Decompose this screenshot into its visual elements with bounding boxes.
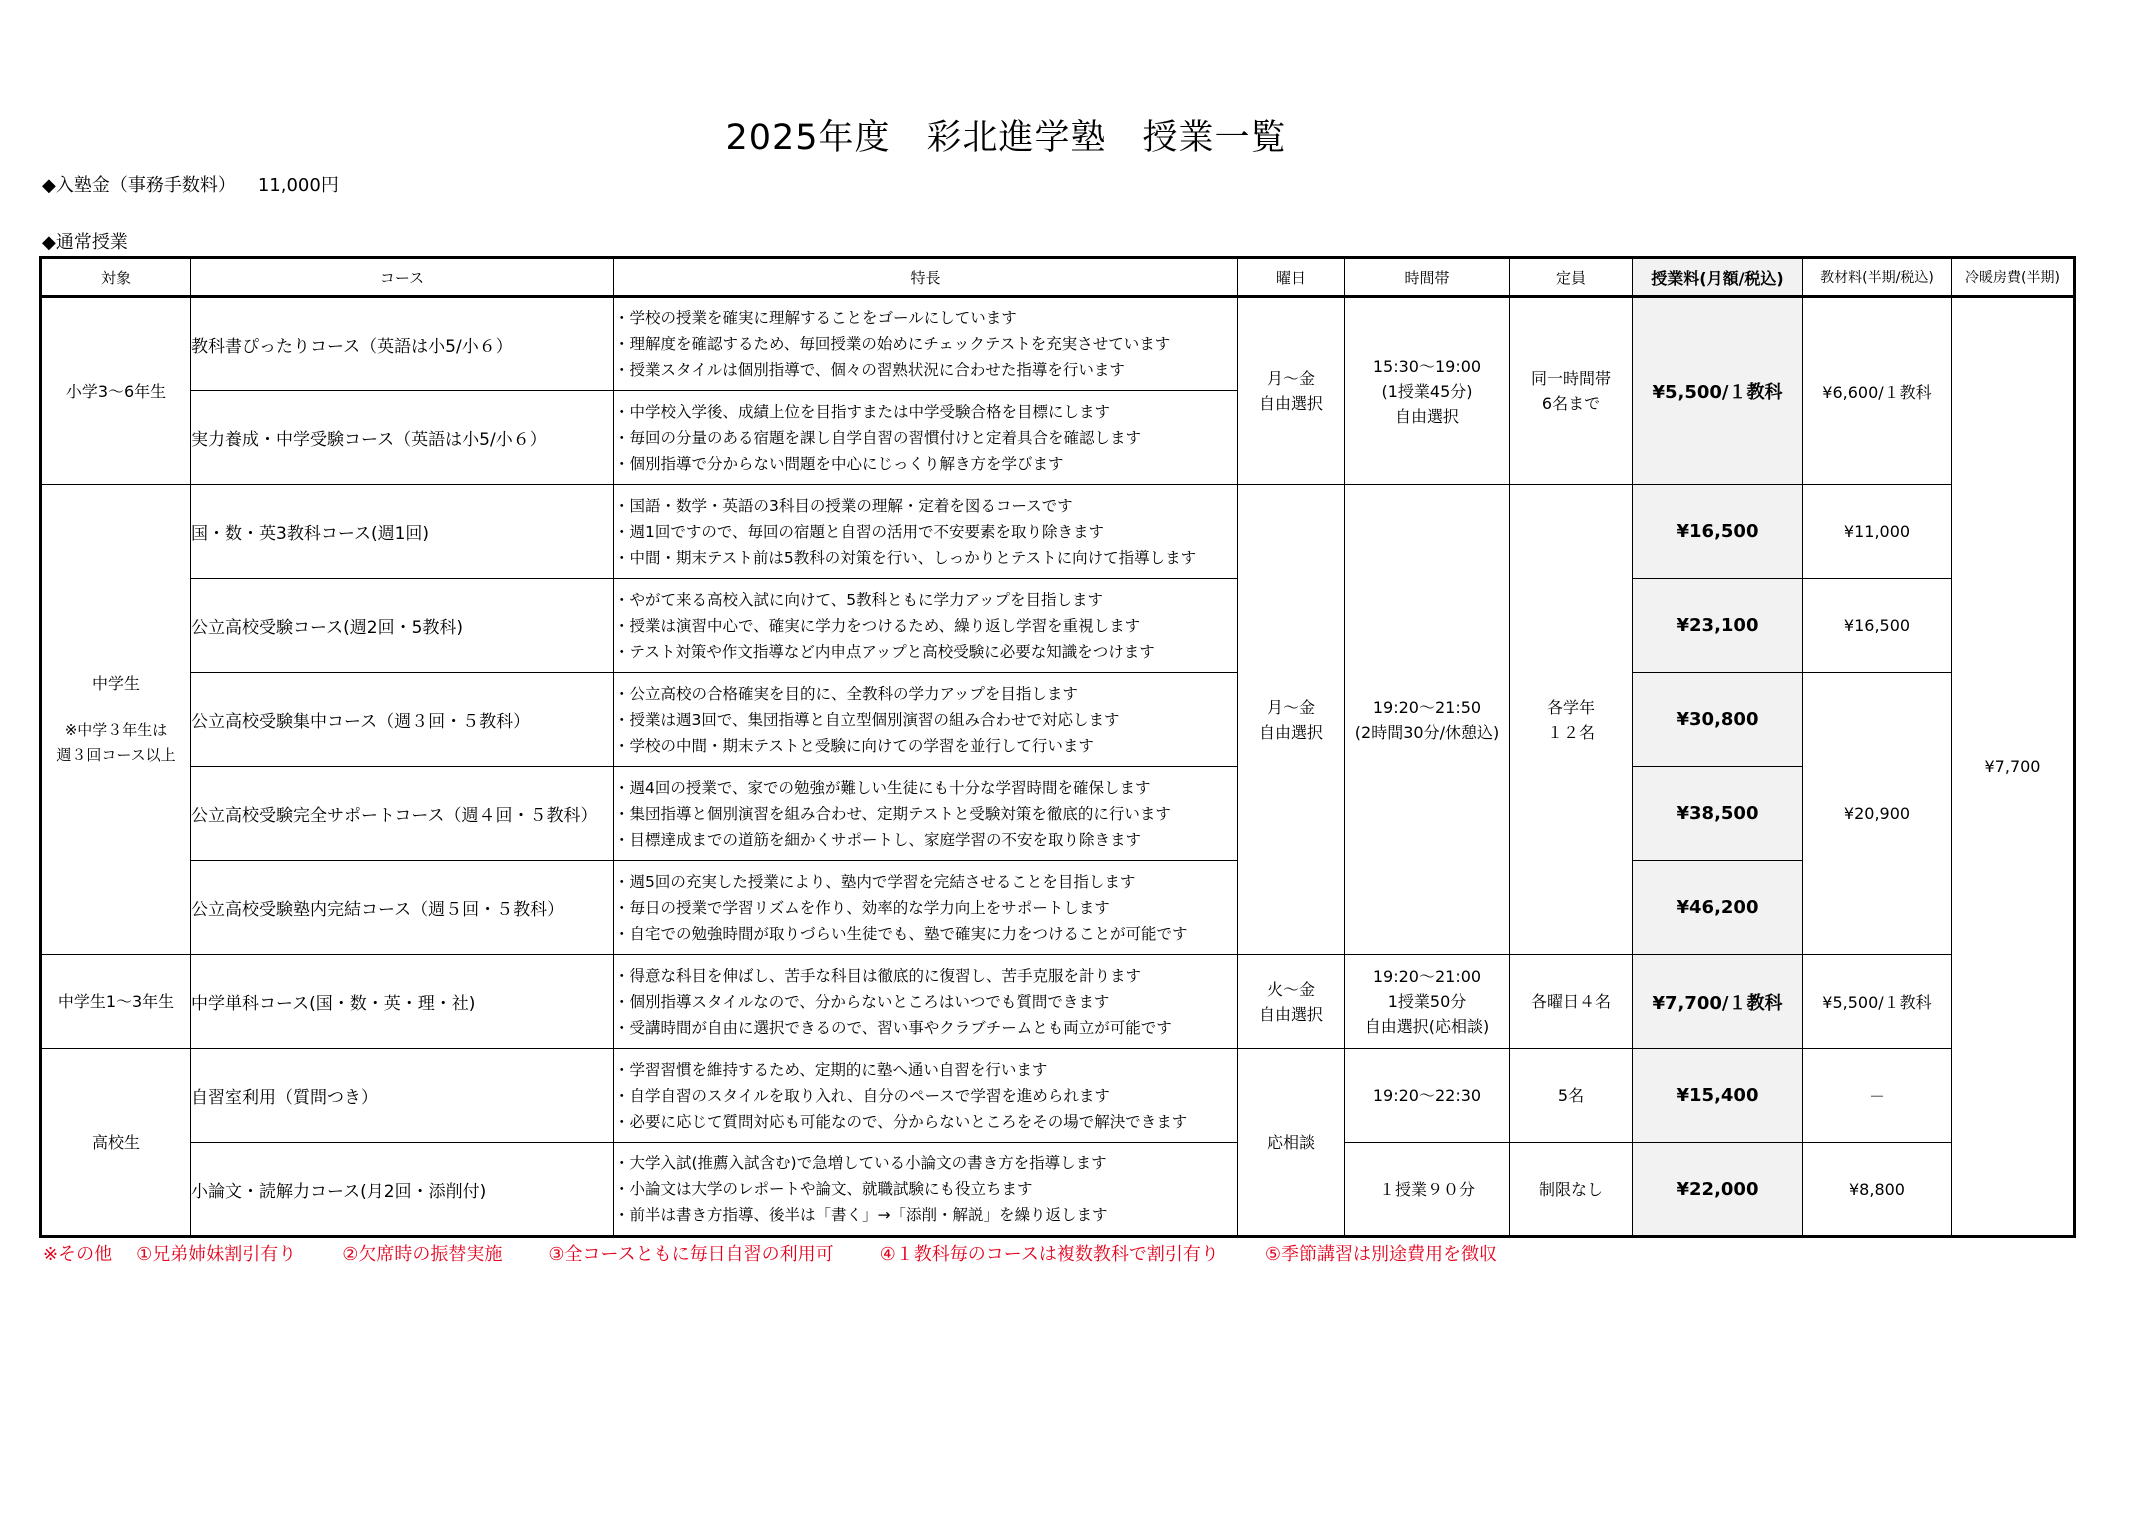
day-cell: 応相談 bbox=[1238, 1049, 1345, 1237]
feature-line: ・個別指導スタイルなので、分からないところはいつでも質問できます bbox=[614, 992, 1110, 1011]
day-cell bbox=[1238, 297, 1345, 485]
header-time: 時間帯 bbox=[1345, 258, 1510, 297]
day-line: 自由選択 bbox=[1258, 394, 1323, 413]
admission-fee-amount: 11,000円 bbox=[257, 175, 339, 196]
course-features bbox=[614, 1049, 1238, 1143]
tuition-cell: ¥5,500/１教科 bbox=[1633, 297, 1803, 485]
target-cell: 高校生 bbox=[41, 1049, 191, 1237]
day-line: 火～金 bbox=[1266, 979, 1315, 999]
feature-line: ・学校の授業を確実に理解することをゴールにしています bbox=[614, 309, 1017, 327]
table-row bbox=[41, 673, 2075, 767]
time-line: 自由選択 bbox=[1394, 406, 1459, 426]
capacity-cell bbox=[1510, 297, 1633, 485]
feature-line: ・個別指導で分からない問題を中心にじっくり解き方を学びます bbox=[614, 454, 1064, 473]
material-cell: ¥20,900 bbox=[1803, 673, 1952, 955]
feature-line: ・授業は演習中心で、確実に学力をつけるため、繰り返し学習を重視します bbox=[614, 616, 1141, 635]
course-features bbox=[614, 579, 1238, 673]
header-capacity: 定員 bbox=[1510, 258, 1633, 297]
tuition-cell: ¥46,200 bbox=[1633, 861, 1803, 955]
feature-line: ・大学入試(推薦入試含む)で急増している小論文の書き方を指導します bbox=[614, 1154, 1107, 1172]
course-name: 公立高校受験コース(週2回・5教科) bbox=[191, 579, 614, 673]
capacity-line: 同一時間帯 bbox=[1530, 369, 1611, 388]
course-features bbox=[614, 767, 1238, 861]
other-note: ④１教科毎のコースは複数教科で割引有り bbox=[879, 1244, 1219, 1265]
feature-line: ・自宅での勉強時間が取りづらい生徒でも、塾で確実に力をつけることが可能です bbox=[614, 924, 1188, 943]
table-row bbox=[41, 579, 2075, 673]
capacity-cell: 各曜日４名 bbox=[1510, 955, 1633, 1049]
course-name: 公立高校受験塾内完結コース（週５回・５教科） bbox=[191, 861, 614, 955]
feature-line: ・目標達成までの道筋を細かくサポートし、家庭学習の不安を取り除きます bbox=[614, 830, 1142, 849]
time-line: 1授業50分 bbox=[1387, 992, 1467, 1011]
other-note: ①兄弟姉妹割引有り bbox=[136, 1244, 297, 1265]
tuition-cell: ¥7,700/１教科 bbox=[1633, 955, 1803, 1049]
capacity-cell bbox=[1510, 485, 1633, 955]
tuition-cell: ¥38,500 bbox=[1633, 767, 1803, 861]
feature-line: ・受講時間が自由に選択できるので、習い事やクラブチームとも両立が可能です bbox=[614, 1018, 1172, 1037]
target-note: 週３回コース以上 bbox=[56, 746, 176, 764]
day-line: 月～金 bbox=[1266, 369, 1315, 388]
tuition-cell: ¥23,100 bbox=[1633, 579, 1803, 673]
target-label: 中学生 bbox=[91, 674, 140, 693]
table-row bbox=[41, 485, 2075, 579]
header-tuition: 授業料(月額/税込) bbox=[1633, 258, 1803, 297]
day-cell bbox=[1238, 485, 1345, 955]
material-cell: ¥5,500/１教科 bbox=[1803, 955, 1952, 1049]
time-cell: １授業９０分 bbox=[1345, 1143, 1510, 1237]
header-material: 教材料(半期/税込) bbox=[1803, 258, 1952, 297]
feature-line: ・中間・期末テスト前は5教科の対策を行い、しっかりとテストに向けて指導します bbox=[614, 548, 1197, 567]
course-name: 自習室利用（質問つき） bbox=[191, 1049, 614, 1143]
target-cell: 小学3～6年生 bbox=[41, 297, 191, 485]
time-line: 19:20～21:00 bbox=[1372, 967, 1482, 986]
material-cell: ¥16,500 bbox=[1803, 579, 1952, 673]
course-name: 小論文・読解力コース(月2回・添削付) bbox=[191, 1143, 614, 1237]
course-features bbox=[614, 391, 1238, 485]
feature-line: ・学習習慣を維持するため、定期的に塾へ通い自習を行います bbox=[614, 1060, 1048, 1079]
feature-line: ・週5回の充実した授業により、塾内で学習を完結させることを目指します bbox=[614, 872, 1136, 891]
other-note: ②欠席時の振替実施 bbox=[342, 1244, 503, 1265]
feature-line: ・授業は週3回で、集団指導と自立型個別演習の組み合わせで対応します bbox=[614, 710, 1120, 729]
day-line: 自由選択 bbox=[1258, 1004, 1323, 1024]
target-note: ※中学３年生は bbox=[64, 721, 168, 739]
target-cell: 中学生1～3年生 bbox=[41, 955, 191, 1049]
course-features bbox=[614, 1143, 1238, 1237]
capacity-line: 6名まで bbox=[1541, 394, 1601, 413]
tuition-cell: ¥22,000 bbox=[1633, 1143, 1803, 1237]
course-name: 公立高校受験完全サポートコース（週４回・５教科） bbox=[191, 767, 614, 861]
capacity-line: 各学年 bbox=[1546, 697, 1595, 717]
feature-line: ・テスト対策や作文指導など内申点アップと高校受験に必要な知識をつけます bbox=[614, 642, 1155, 661]
feature-line: ・前半は書き方指導、後半は「書く」→「添削・解説」を繰り返します bbox=[614, 1206, 1108, 1224]
capacity-cell: 5名 bbox=[1510, 1049, 1633, 1143]
course-name: 公立高校受験集中コース（週３回・５教科） bbox=[191, 673, 614, 767]
tuition-cell: ¥30,800 bbox=[1633, 673, 1803, 767]
time-cell bbox=[1345, 485, 1510, 955]
tuition-cell: ¥16,500 bbox=[1633, 485, 1803, 579]
feature-line: ・週4回の授業で、家での勉強が難しい生徒にも十分な学習時間を確保します bbox=[614, 778, 1151, 797]
time-line: (1授業45分) bbox=[1381, 381, 1473, 401]
feature-line: ・理解度を確認するため、毎回授業の始めにチェックテストを充実させています bbox=[614, 335, 1171, 353]
admission-fee bbox=[42, 171, 339, 197]
tuition-cell: ¥15,400 bbox=[1633, 1049, 1803, 1143]
other-notes-label: ※その他 bbox=[43, 1244, 113, 1265]
day-line: 月～金 bbox=[1266, 697, 1315, 717]
course-name: 教科書ぴったりコース（英語は小5/小６） bbox=[191, 297, 614, 391]
table-row bbox=[41, 861, 2075, 955]
time-line: 19:20～21:50 bbox=[1372, 697, 1482, 717]
course-table bbox=[39, 256, 2076, 1238]
header-heating: 冷暖房費(半期) bbox=[1952, 258, 2075, 297]
course-features bbox=[614, 955, 1238, 1049]
other-note: ⑤季節講習は別途費用を徴収 bbox=[1264, 1244, 1498, 1265]
course-features bbox=[614, 297, 1238, 391]
time-cell: 19:20～22:30 bbox=[1345, 1049, 1510, 1143]
table-row bbox=[41, 1049, 2075, 1143]
feature-line: ・必要に応じて質問対応も可能なので、分からないところをその場で解決できます bbox=[614, 1112, 1188, 1131]
course-features bbox=[614, 485, 1238, 579]
feature-line: ・やがて来る高校入試に向けて、5教科ともに学力アップを目指します bbox=[614, 590, 1103, 609]
table-row bbox=[41, 955, 2075, 1049]
feature-line: ・中学校入学後、成績上位を目指すまたは中学受験合格を目標にします bbox=[614, 402, 1111, 421]
material-cell: ¥11,000 bbox=[1803, 485, 1952, 579]
course-features bbox=[614, 673, 1238, 767]
other-notes bbox=[43, 1240, 1543, 1266]
feature-line: ・小論文は大学のレポートや論文、就職試験にも役立ちます bbox=[614, 1180, 1033, 1198]
target-cell bbox=[41, 485, 191, 955]
other-note: ③全コースともに毎日自習の利用可 bbox=[548, 1244, 834, 1265]
header-day: 曜日 bbox=[1238, 258, 1345, 297]
feature-line: ・集団指導と個別演習を組み合わせ、定期テストと受験対策を徹底的に行います bbox=[614, 804, 1171, 823]
header-target: 対象 bbox=[41, 258, 191, 297]
feature-line: ・公立高校の合格確実を目的に、全教科の学力アップを目指します bbox=[614, 684, 1078, 703]
time-cell bbox=[1345, 297, 1510, 485]
section-label: ◆通常授業 bbox=[42, 232, 128, 253]
feature-line: ・毎日の授業で学習リズムを作り、効率的な学力向上をサポートします bbox=[614, 898, 1110, 917]
heating-cell: ¥7,700 bbox=[1952, 297, 2075, 1237]
time-line: (2時間30分/休憩込) bbox=[1354, 722, 1500, 742]
header-course: コース bbox=[191, 258, 614, 297]
feature-line: ・学校の中間・期末テストと受験に向けての学習を並行して行います bbox=[614, 736, 1094, 755]
table-row bbox=[41, 1143, 2075, 1237]
course-name: 中学単科コース(国・数・英・理・社) bbox=[191, 955, 614, 1049]
time-line: 15:30～19:00 bbox=[1372, 356, 1482, 376]
day-line: 自由選択 bbox=[1258, 722, 1323, 742]
table-header-row bbox=[41, 258, 2075, 297]
course-features bbox=[614, 861, 1238, 955]
page-title: 2025年度 彩北進学塾 授業一覧 bbox=[725, 118, 1287, 158]
feature-line: ・毎回の分量のある宿題を課し自学自習の習慣付けと定着具合を確認します bbox=[614, 428, 1142, 447]
time-line: 自由選択(応相談) bbox=[1364, 1017, 1490, 1036]
material-cell: － bbox=[1803, 1049, 1952, 1143]
capacity-line: １２名 bbox=[1546, 722, 1595, 742]
feature-line: ・国語・数学・英語の3科目の授業の理解・定着を図るコースです bbox=[614, 496, 1073, 515]
admission-fee-label: ◆入塾金（事務手数料） bbox=[42, 175, 236, 196]
time-cell bbox=[1345, 955, 1510, 1049]
course-name: 国・数・英3教科コース(週1回) bbox=[191, 485, 614, 579]
material-cell: ¥8,800 bbox=[1803, 1143, 1952, 1237]
course-name: 実力養成・中学受験コース（英語は小5/小６） bbox=[191, 391, 614, 485]
day-cell bbox=[1238, 955, 1345, 1049]
table-row bbox=[41, 297, 2075, 391]
table-row bbox=[41, 767, 2075, 861]
capacity-cell: 制限なし bbox=[1510, 1143, 1633, 1237]
material-cell: ¥6,600/１教科 bbox=[1803, 297, 1952, 485]
feature-line: ・授業スタイルは個別指導で、個々の習熟状況に合わせた指導を行います bbox=[614, 361, 1125, 379]
feature-line: ・自学自習のスタイルを取り入れ、自分のペースで学習を進められます bbox=[614, 1086, 1110, 1105]
feature-line: ・得意な科目を伸ばし、苦手な科目は徹底的に復習し、苦手克服を計ります bbox=[614, 966, 1142, 985]
header-features: 特長 bbox=[614, 258, 1238, 297]
feature-line: ・週1回ですので、毎回の宿題と自習の活用で不安要素を取り除きます bbox=[614, 522, 1105, 541]
